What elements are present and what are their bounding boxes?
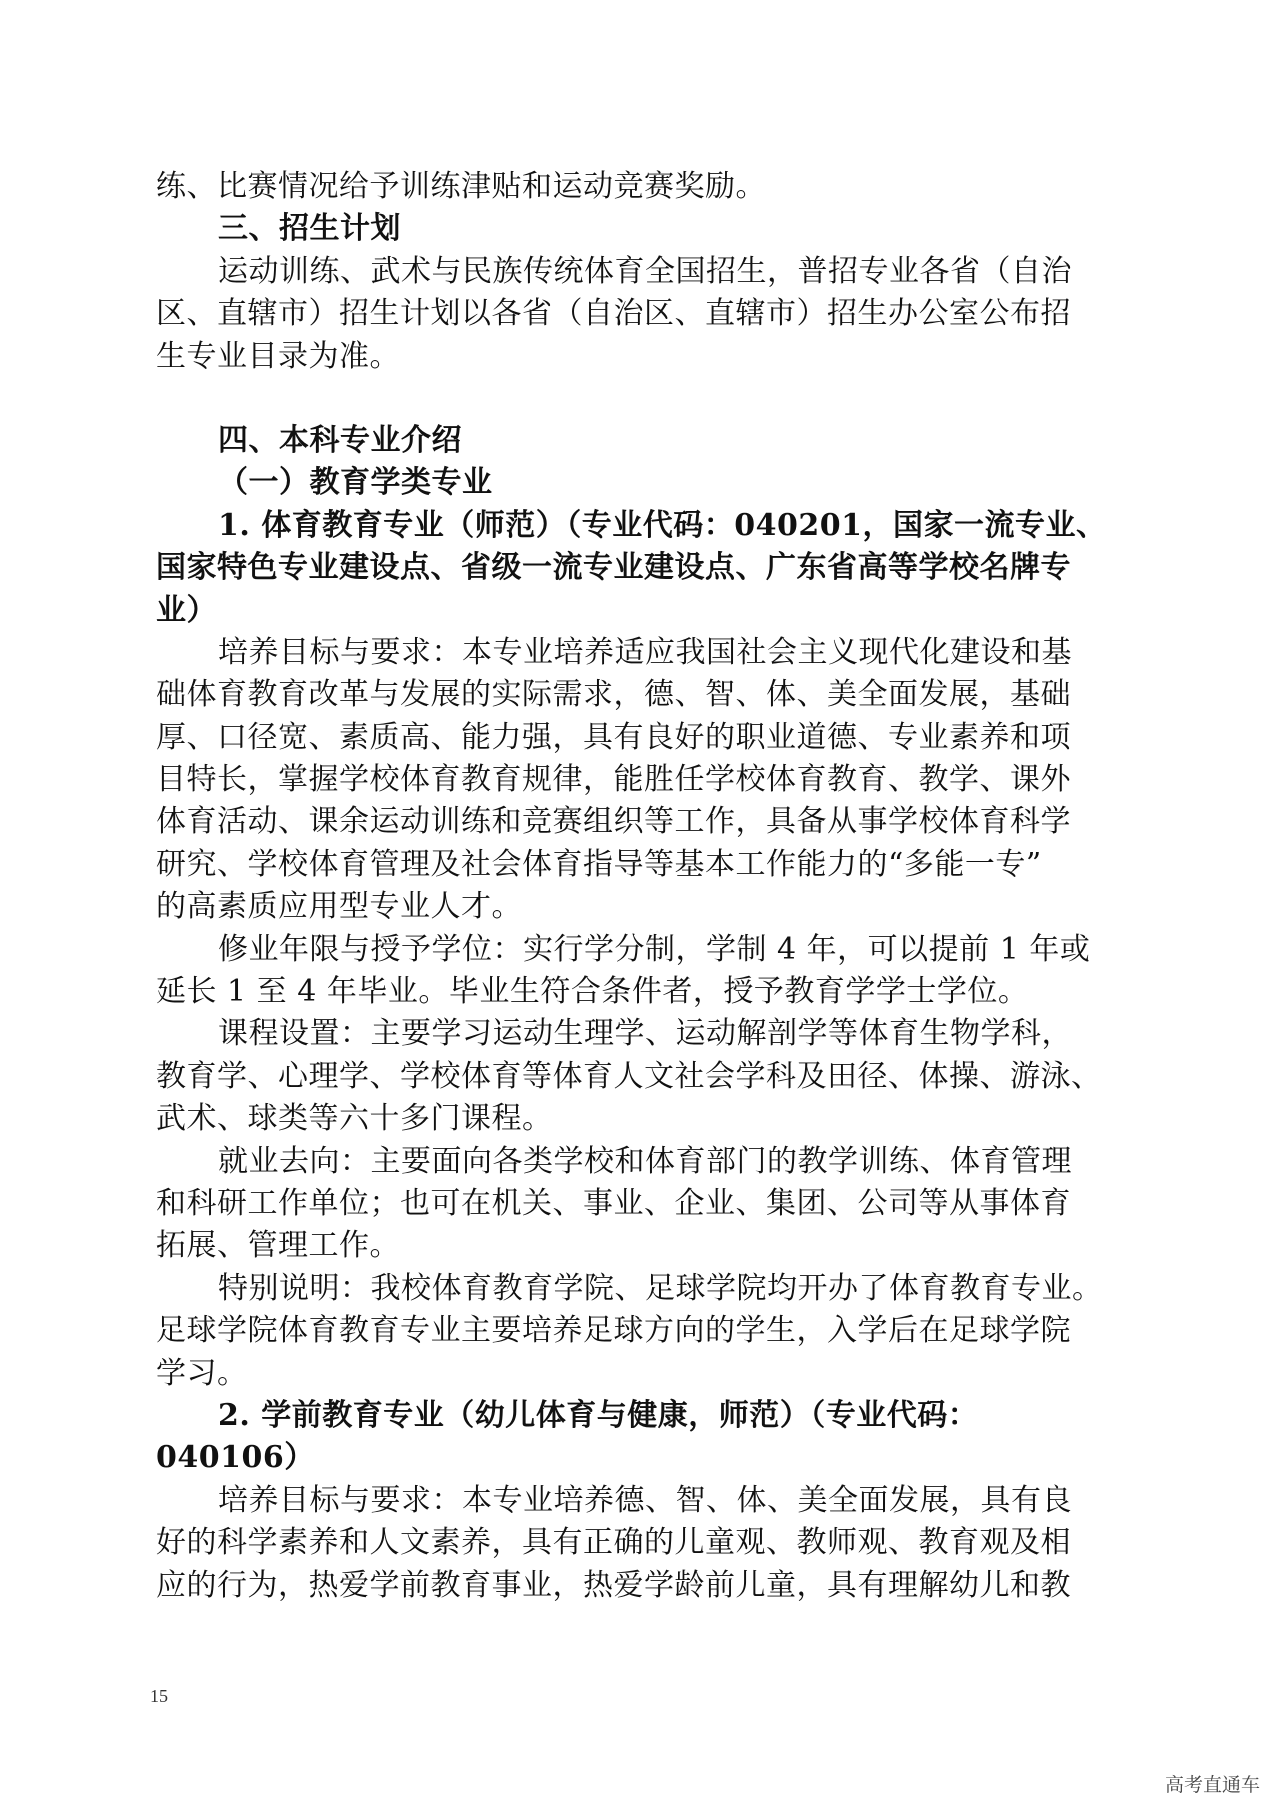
text-line: 培养目标与要求：本专业培养德、智、体、美全面发展，具有良 <box>218 1482 1072 1518</box>
text-line: 运动训练、武术与民族传统体育全国招生，普招专业各省（自治 <box>218 253 1072 289</box>
text-line: 生专业目录为准。 <box>156 338 400 374</box>
text-line: 就业去向：主要面向各类学校和体育部门的教学训练、体育管理 <box>218 1143 1072 1179</box>
heading-line: 四、本科专业介绍 <box>218 422 462 458</box>
watermark: 高考直通车 <box>1164 1774 1260 1796</box>
heading-line: （一）教育学类专业 <box>218 465 493 501</box>
text-line: 课程设置：主要学习运动生理学、运动解剖学等体育生物学科， <box>218 1016 1072 1052</box>
text-line: 足球学院体育教育专业主要培养足球方向的学生，入学后在足球学院 <box>156 1313 1071 1349</box>
text-line: 的高素质应用型专业人才。 <box>156 889 522 925</box>
heading-line: 业） <box>156 592 217 628</box>
text-line: 应的行为，热爱学前教育事业，热爱学龄前儿童，具有理解幼儿和教 <box>156 1567 1071 1603</box>
text-line: 学习。 <box>156 1355 248 1391</box>
heading-line: 040106） <box>156 1440 315 1476</box>
heading-line: 国家特色专业建设点、省级一流专业建设点、广东省高等学校名牌专 <box>156 550 1071 586</box>
text-line: 好的科学素养和人文素养，具有正确的儿童观、教师观、教育观及相 <box>156 1525 1071 1561</box>
text-line: 延长 1 至 4 年毕业。毕业生符合条件者，授予教育学学士学位。 <box>156 974 1029 1010</box>
text-line: 武术、球类等六十多门课程。 <box>156 1101 553 1137</box>
text-line: 教育学、心理学、学校体育等体育人文社会学科及田径、体操、游泳、 <box>156 1058 1102 1094</box>
text-line: 特别说明：我校体育教育学院、足球学院均开办了体育教育专业。 <box>218 1270 1103 1306</box>
text-line: 修业年限与授予学位：实行学分制，学制 4 年，可以提前 1 年或 <box>218 931 1091 967</box>
text-line: 培养目标与要求：本专业培养适应我国社会主义现代化建设和基 <box>218 634 1072 670</box>
heading-line: 1. 体育教育专业（师范）（专业代码：040201，国家一流专业、 <box>218 507 1107 543</box>
text-line: 和科研工作单位；也可在机关、事业、企业、集团、公司等从事体育 <box>156 1185 1071 1221</box>
heading-line: 2. 学前教育专业（幼儿体育与健康，师范）（专业代码： <box>218 1397 979 1433</box>
text-line: 研究、学校体育管理及社会体育指导等基本工作能力的“多能一专” <box>156 846 1042 882</box>
text-line: 厚、口径宽、素质高、能力强，具有良好的职业道德、专业素养和项 <box>156 719 1071 755</box>
heading-line: 三、招生计划 <box>218 211 401 247</box>
page-number: 15 <box>150 1686 168 1706</box>
text-line: 区、直辖市）招生计划以各省（自治区、直辖市）招生办公室公布招 <box>156 296 1071 332</box>
text-line: 练、比赛情况给予训练津贴和运动竞赛奖励。 <box>156 169 766 204</box>
text-line: 体育活动、课余运动训练和竞赛组织等工作，具备从事学校体育科学 <box>156 804 1071 840</box>
text-line: 础体育教育改革与发展的实际需求，德、智、体、美全面发展，基础 <box>156 677 1071 713</box>
text-line: 目特长，掌握学校体育教育规律，能胜任学校体育教育、教学、课外 <box>156 762 1071 798</box>
text-line: 拓展、管理工作。 <box>156 1228 400 1264</box>
blank-line <box>156 378 1141 420</box>
document-body <box>156 166 1141 1607</box>
